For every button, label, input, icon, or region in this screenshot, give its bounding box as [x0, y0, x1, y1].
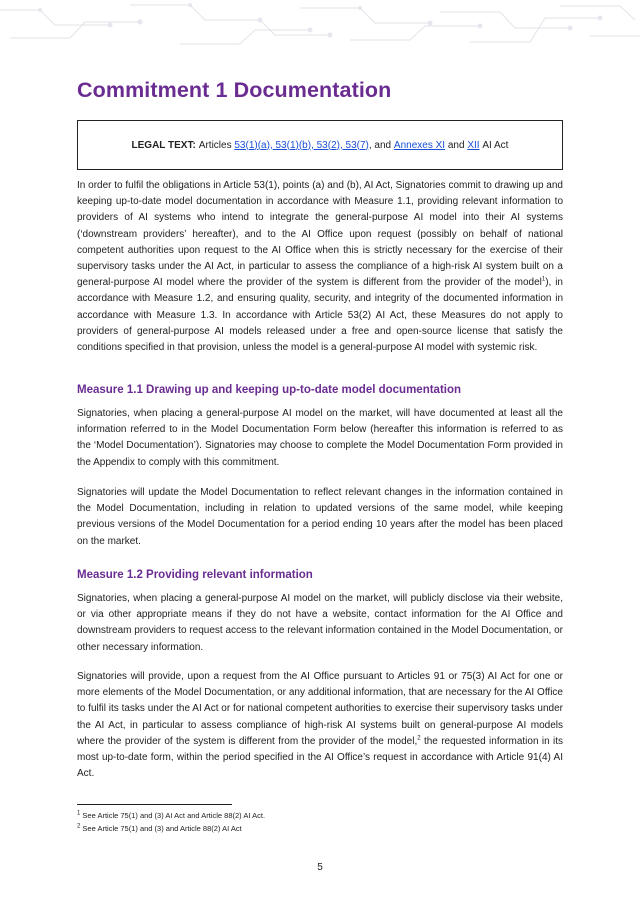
legal-suffix: AI Act	[482, 139, 509, 151]
legal-prefix: Articles	[198, 139, 232, 151]
footnote-1	[77, 811, 265, 820]
m12-text-1: Signatories will provide, upon a request from the AI Office pursuant to Articles 91 or 75(3) AI Act for one or more elements of the Model Documentation, or any additional information, that are necessary for the AI Office to fulfil its tasks under the AI Act or for national competent authorities to exercise their supervisory tasks under the AI Act, in particular to assess compliance of high-risk AI systems built on general-purpose AI models where the provider of the system is different from the provider of the model,	[77, 671, 563, 747]
legal-text-box	[77, 120, 563, 170]
footnote-2-number: 2	[77, 823, 81, 830]
intro-text-1: In order to fulfil the obligations in Article 53(1), points (a) and (b), AI Act, Signatories commit to drawing up and keeping up-to-date model documentation in accordance with Measure 1.1, providing relevant information to providers of AI systems who intend to integrate the general-purpose AI model into their AI systems (‘downstream providers’ hereafter), and to the AI Office upon request (possibly on behalf of national competent authorities upon request to the AI Office when this is strictly necessary for the exercise of their supervisory tasks under the AI Act, in particular to assess the compliance of a high-risk AI system built on a general-purpose AI model where the provider of the system is different from the provider of the model	[77, 180, 563, 289]
footnote-1-number: 1	[77, 810, 81, 817]
footnote-2-text: See Article 75(1) and (3) and Article 88(2) AI Act	[80, 824, 242, 833]
footnote-1-text: See Article 75(1) and (3) AI Act and Article 88(2) AI Act.	[80, 811, 266, 820]
annex-xii-link[interactable]: XII	[467, 139, 480, 151]
measure-1-1-paragraph-2: Signatories will update the Model Documentation to reflect relevant changes in the information contained in the Model Documentation, including in relation to updated versions of the same model, while keeping previous versions of the Model Documentation for a period ending 10 years after the model has been placed on the market.	[77, 487, 563, 547]
measure-1-1-paragraph-1: Signatories, when placing a general-purpose AI model on the market, will have documented at least all the information referred to in the Model Documentation Form below (hereafter this information is referred to as the ‘Model Documentation’). Signatories may choose to complete the Model Documentation Form provided in the Appendix to comply with this commitment.	[77, 408, 563, 468]
page-number: 5	[317, 862, 323, 873]
footnote-ref-2[interactable]: 2	[417, 735, 421, 742]
legal-text-label: LEGAL TEXT:	[131, 139, 196, 151]
legal-sep-2: and	[447, 139, 465, 151]
footnote-ref-1[interactable]: 1	[541, 276, 546, 283]
footnote-divider	[77, 804, 232, 805]
header-circuit-decoration	[0, 0, 640, 50]
articles-link[interactable]: 53(1)(a), 53(1)(b), 53(2), 53(7)	[234, 139, 369, 151]
measure-1-2-paragraph-1: Signatories, when placing a general-purpose AI model on the market, will publicly disclose via their website, or via other appropriate means if they do not have a website, contact information for the AI Office and downstream providers to request access to the relevant information contained in the Model Documentation, or other necessary information.	[77, 593, 563, 653]
annexes-xi-link[interactable]: Annexes XI	[393, 139, 446, 151]
measure-1-2-heading: Measure 1.2 Providing relevant information	[77, 569, 313, 581]
legal-sep-1: , and	[368, 139, 392, 151]
page-title: Commitment 1 Documentation	[77, 78, 392, 102]
m12-text-2: the requested information in its most up-to-date form, within the period specified in the AI Office’s request in accordance with Article 91(4) AI Act.	[77, 735, 563, 780]
measure-1-2-paragraph-2	[77, 669, 563, 782]
intro-paragraph	[77, 178, 563, 356]
intro-text-2: ), in accordance with Measure 1.2, and ensuring quality, security, and integrity of the documented information in accordance with Measure 1.3. In accordance with Article 53(2) AI Act, these Measures do not apply to providers of general-purpose AI models released under a free and open-source license that satisfy the conditions specified in that provision, unless the model is a general-purpose AI model with systemic risk.	[77, 277, 563, 354]
footnote-2	[77, 824, 242, 833]
measure-1-1-heading: Measure 1.1 Drawing up and keeping up-to-date model documentation	[77, 384, 462, 396]
